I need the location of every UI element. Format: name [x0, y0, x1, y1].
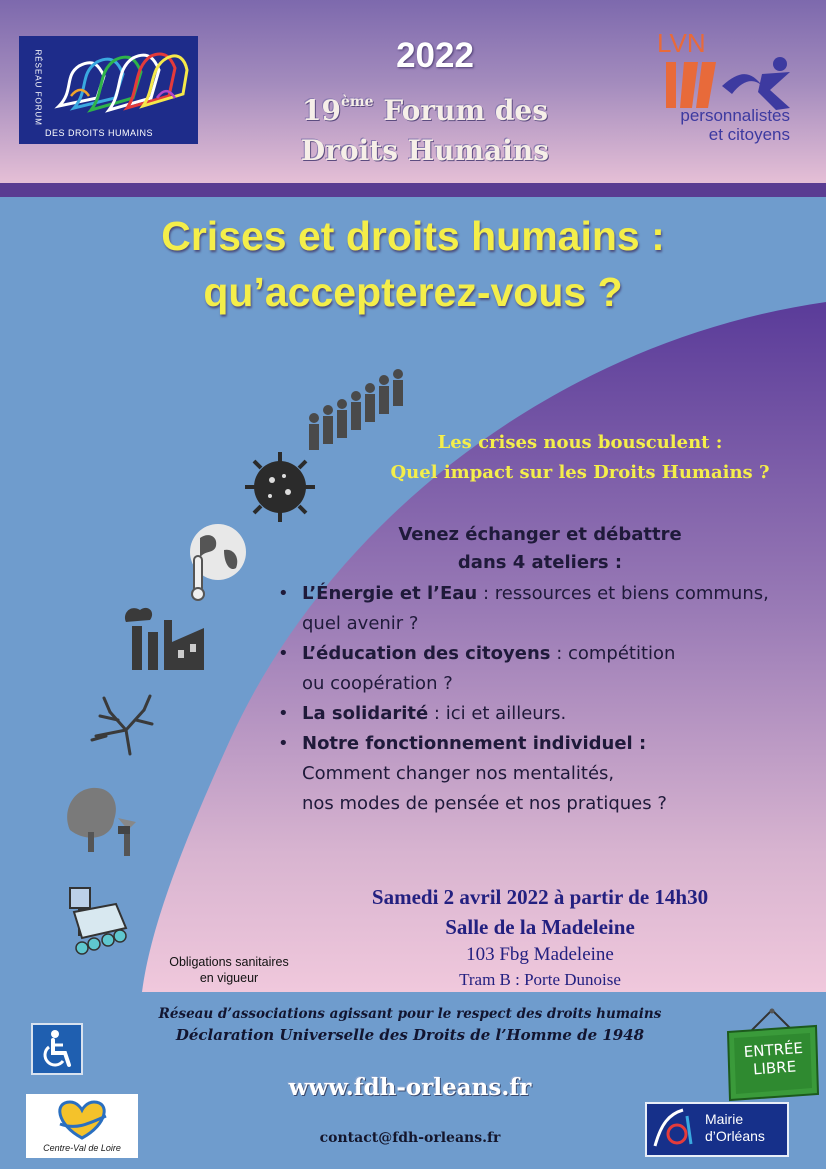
- ateliers-intro: [360, 521, 720, 577]
- atelier-name: La solidarité: [302, 703, 429, 724]
- forum-number: 19: [301, 94, 341, 127]
- atelier-desc-line3: nos modes de pensée et nos pratiques ?: [302, 793, 667, 814]
- atelier-desc-line2: quel avenir ?: [302, 613, 419, 634]
- forum-suffix: ème: [340, 94, 374, 110]
- region-name: Centre-Val de Loire: [43, 1143, 121, 1153]
- network-statement: [80, 1004, 740, 1046]
- atelier-desc: : compétition: [550, 643, 676, 664]
- wheelchair-icon: [33, 1025, 81, 1073]
- atelier-desc: : ici et ailleurs.: [428, 703, 567, 724]
- atelier-name: L’Énergie et l’Eau: [302, 583, 478, 604]
- ateliers-list: [278, 579, 818, 819]
- list-item: [278, 699, 818, 729]
- subtitle: [340, 428, 820, 488]
- website-link[interactable]: www.fdh-orleans.fr: [288, 1074, 532, 1101]
- list-item: [278, 639, 818, 699]
- main-title-line2: qu’accepterez-vous ?: [203, 269, 623, 315]
- atelier-desc-line2: ou coopération ?: [302, 673, 453, 694]
- lvn-subtitle-line2: et citoyens: [708, 125, 790, 144]
- atelier-name: L’éducation des citoyens: [302, 643, 551, 664]
- network-line1: Réseau d’associations agissant pour le respect des droits humains: [158, 1006, 662, 1022]
- sanitary-notice: [150, 954, 308, 986]
- dead-tree-icon: [90, 690, 160, 756]
- lvn-subtitle-line1: personnalistes: [680, 106, 790, 125]
- network-line2: Déclaration Universelle des Droits de l’Homme de 1948: [175, 1026, 645, 1044]
- region-heart-icon: [26, 1094, 138, 1146]
- virus-icon: [240, 448, 320, 526]
- fdh-logo-bottom-text: DES DROITS HUMAINS: [45, 128, 154, 138]
- sanitary-line1: Obligations sanitaires: [169, 955, 289, 969]
- lvn-logo-name: LVN: [657, 28, 706, 58]
- subtitle-line2: Quel impact sur les Droits Humains ?: [390, 462, 770, 483]
- atelier-desc: : ressources et biens communs,: [477, 583, 769, 604]
- main-title: [40, 208, 786, 320]
- factory-icon: [118, 602, 208, 670]
- entree-line2: LIBRE: [752, 1057, 797, 1079]
- ateliers-intro-line2: dans 4 ateliers :: [457, 552, 623, 573]
- fdh-logo-vertical-text: RÉSEAU FORUM: [33, 49, 43, 126]
- entree-libre-text: [735, 1038, 813, 1079]
- atelier-name: Notre fonctionnement individuel :: [302, 733, 647, 754]
- mairie-emblem-icon: [647, 1104, 697, 1154]
- header-year: 2022: [396, 36, 474, 75]
- mairie-line1: Mairie: [705, 1111, 744, 1127]
- list-item: [278, 579, 818, 639]
- wheelchair-access-badge: [31, 1023, 83, 1075]
- entree-line1: ENTRÉE: [743, 1038, 804, 1062]
- tank-icon: [64, 882, 140, 962]
- mairie-line2: d’Orléans: [705, 1128, 765, 1144]
- ateliers-intro-line1: Venez échanger et débattre: [398, 524, 682, 545]
- event-address: 103 Fbg Madeleine: [466, 944, 614, 965]
- forum-line2: Droits Humains: [300, 134, 550, 167]
- event-venue: Salle de la Madeleine: [445, 915, 635, 939]
- sanitary-line2: en vigueur: [199, 971, 259, 985]
- event-transport: Tram B : Porte Dunoise: [459, 970, 621, 989]
- contact-email[interactable]: contact@fdh-orleans.fr: [319, 1130, 501, 1146]
- forum-rest: Forum des: [373, 94, 549, 127]
- deforestation-icon: [62, 782, 148, 860]
- event-date: Samedi 2 avril 2022 à partir de 14h30: [371, 885, 709, 909]
- main-title-line1: Crises et droits humains :: [161, 213, 665, 259]
- atelier-desc-line2: Comment changer nos mentalités,: [302, 763, 615, 784]
- mairie-name: [705, 1111, 765, 1145]
- event-details: [320, 882, 760, 992]
- subtitle-line1: Les crises nous bousculent :: [437, 432, 723, 453]
- globe-thermometer-icon: [178, 520, 250, 602]
- list-item: [278, 729, 818, 819]
